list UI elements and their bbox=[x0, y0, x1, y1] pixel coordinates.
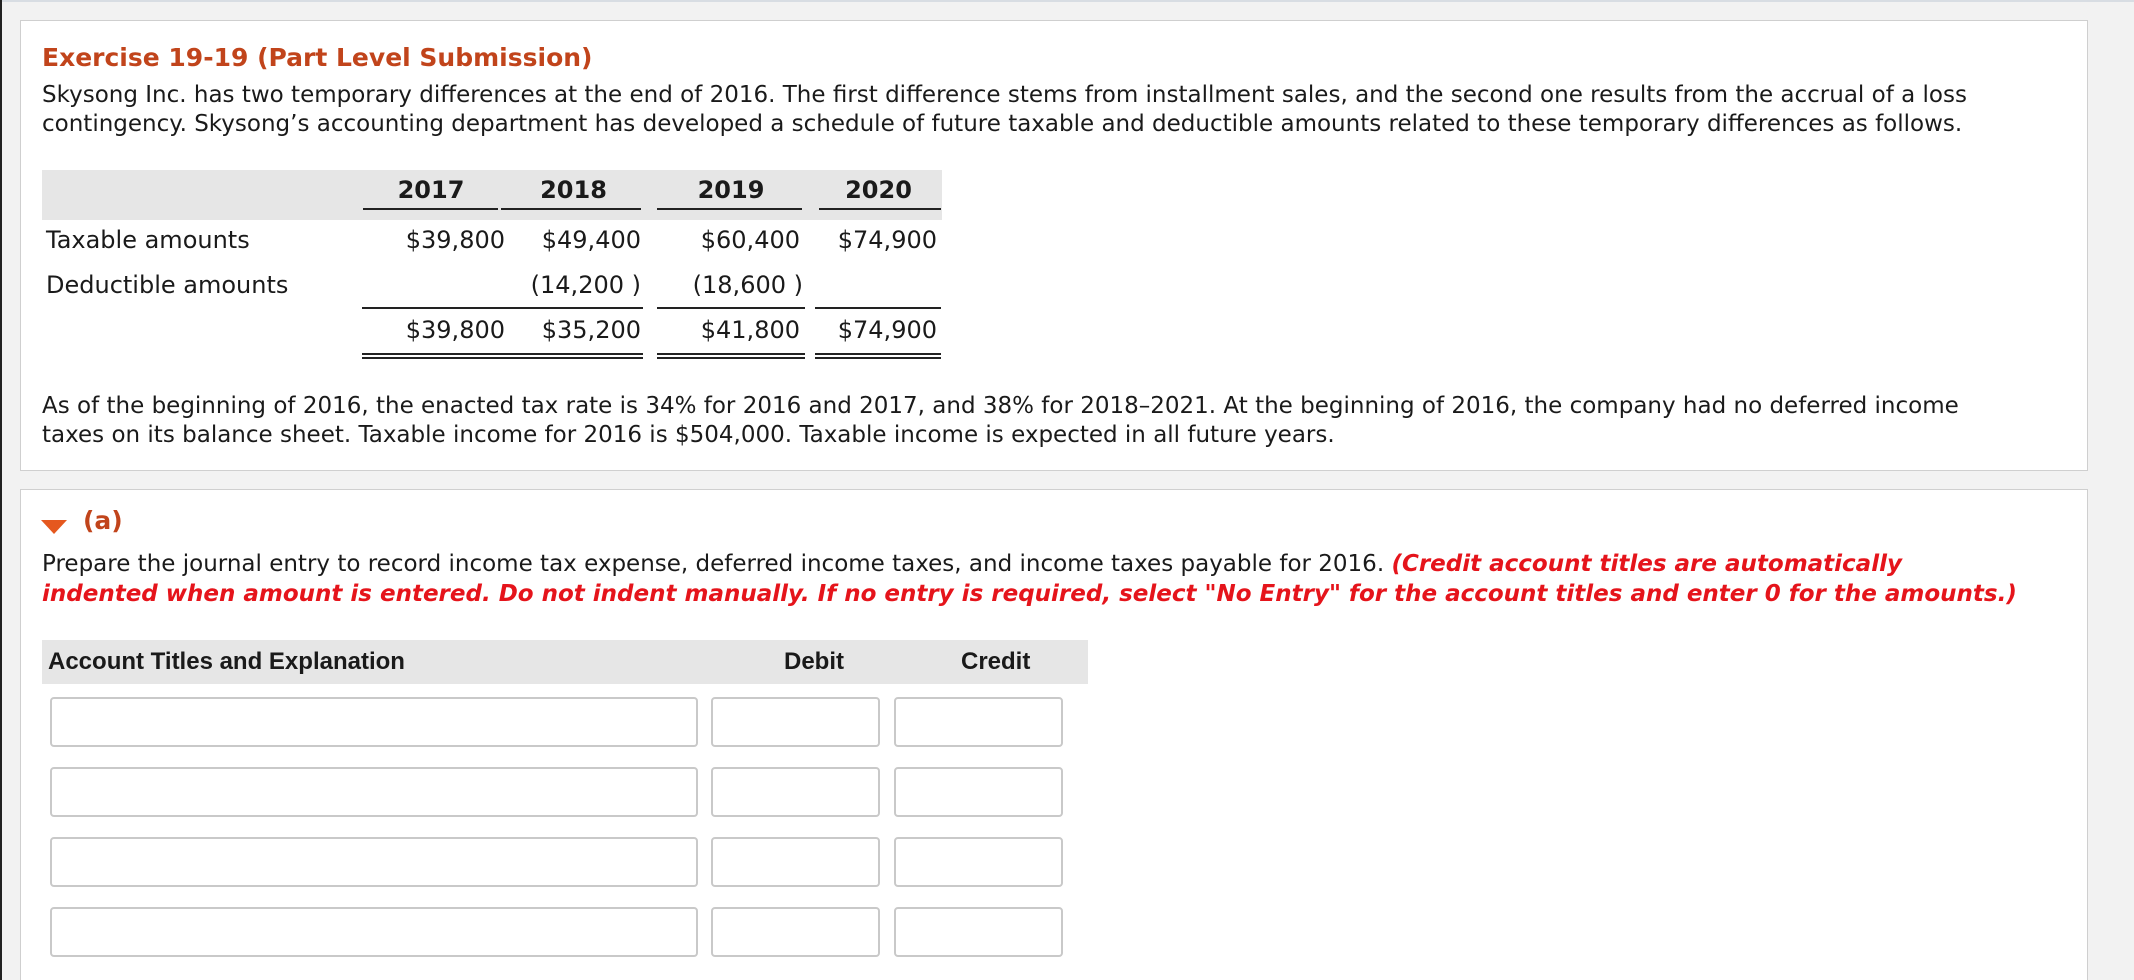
instruction-note-1: (Credit account titles are automatically bbox=[1391, 551, 1902, 577]
tax-rate-line-1: As of the beginning of 2016, the enacted tax rate is 34% for 2016 and 2017, and 38% for 2018–2021. At the beginning of 2016, the company had no deferred income bbox=[42, 393, 1959, 419]
deductible-2019: (18,600 ) bbox=[692, 271, 803, 299]
total-double-rule bbox=[657, 353, 805, 359]
window-top-edge bbox=[0, 0, 2134, 2]
intro-line-1: Skysong Inc. has two temporary differences at the end of 2016. The first difference stems from installment sales, and the second one results from the accrual of a loss bbox=[42, 82, 1967, 108]
intro-paragraph bbox=[42, 81, 2092, 139]
deductible-2018: (14,200 ) bbox=[530, 271, 641, 299]
instruction-note-2: indented when amount is entered. Do not indent manually. If no entry is required, select "No Entry" for the account titles and enter 0 for the amounts.) bbox=[42, 581, 2017, 607]
taxable-2018: $49,400 bbox=[541, 226, 641, 254]
account-title-input[interactable] bbox=[50, 767, 698, 817]
account-titles-header: Account Titles and Explanation bbox=[48, 648, 405, 675]
total-double-rule bbox=[362, 353, 499, 359]
total-2018: $35,200 bbox=[541, 316, 641, 344]
header-underline bbox=[819, 208, 941, 210]
year-header-2020: 2020 bbox=[845, 176, 912, 204]
subtotal-rule bbox=[499, 307, 643, 309]
credit-input[interactable] bbox=[894, 767, 1063, 817]
credit-input[interactable] bbox=[894, 837, 1063, 887]
year-header-2017: 2017 bbox=[397, 176, 465, 204]
account-title-input[interactable] bbox=[50, 837, 698, 887]
header-underline bbox=[657, 208, 802, 210]
header-underline bbox=[363, 208, 498, 210]
debit-input[interactable] bbox=[711, 697, 880, 747]
window-left-edge bbox=[0, 0, 2, 980]
year-header-2018: 2018 bbox=[540, 176, 607, 204]
debit-header: Debit bbox=[784, 648, 844, 675]
total-2017: $39,800 bbox=[405, 316, 505, 344]
taxable-2017: $39,800 bbox=[405, 226, 505, 254]
account-title-input[interactable] bbox=[50, 697, 698, 747]
exercise-title: Exercise 19-19 (Part Level Submission) bbox=[42, 43, 593, 72]
taxable-amounts-label: Taxable amounts bbox=[46, 226, 250, 254]
tax-rate-line-2: taxes on its balance sheet. Taxable income for 2016 is $504,000. Taxable income is expected in all future years. bbox=[42, 422, 1335, 448]
taxable-2020: $74,900 bbox=[837, 226, 937, 254]
total-double-rule bbox=[815, 353, 941, 359]
subtotal-rule bbox=[815, 307, 941, 309]
instruction-text: Prepare the journal entry to record income tax expense, deferred income taxes, and income taxes payable for 2016. bbox=[42, 551, 1385, 577]
debit-input[interactable] bbox=[711, 907, 880, 957]
subtotal-rule bbox=[362, 307, 499, 309]
header-underline bbox=[501, 208, 641, 210]
credit-input[interactable] bbox=[894, 907, 1063, 957]
credit-header: Credit bbox=[961, 648, 1031, 675]
year-header-2019: 2019 bbox=[697, 176, 765, 204]
tax-rate-paragraph bbox=[42, 392, 2092, 450]
credit-input[interactable] bbox=[894, 697, 1063, 747]
taxable-2019: $60,400 bbox=[700, 226, 800, 254]
subtotal-rule bbox=[657, 307, 805, 309]
debit-input[interactable] bbox=[711, 767, 880, 817]
journal-table-header bbox=[42, 640, 1088, 684]
part-a-instructions bbox=[42, 549, 2092, 609]
debit-input[interactable] bbox=[711, 837, 880, 887]
deductible-amounts-label: Deductible amounts bbox=[46, 271, 289, 299]
intro-line-2: contingency. Skysong’s accounting department has developed a schedule of future taxable and deductible amounts related to these temporary differences as follows. bbox=[42, 111, 1963, 137]
instruction-line-1 bbox=[42, 549, 2092, 579]
total-2019: $41,800 bbox=[700, 316, 800, 344]
total-2020: $74,900 bbox=[837, 316, 937, 344]
total-double-rule bbox=[499, 353, 643, 359]
part-a-label[interactable]: (a) bbox=[83, 506, 123, 535]
account-title-input[interactable] bbox=[50, 907, 698, 957]
collapse-triangle-icon[interactable] bbox=[41, 520, 67, 534]
problem-panel bbox=[20, 20, 2088, 471]
part-a-panel bbox=[20, 489, 2088, 980]
